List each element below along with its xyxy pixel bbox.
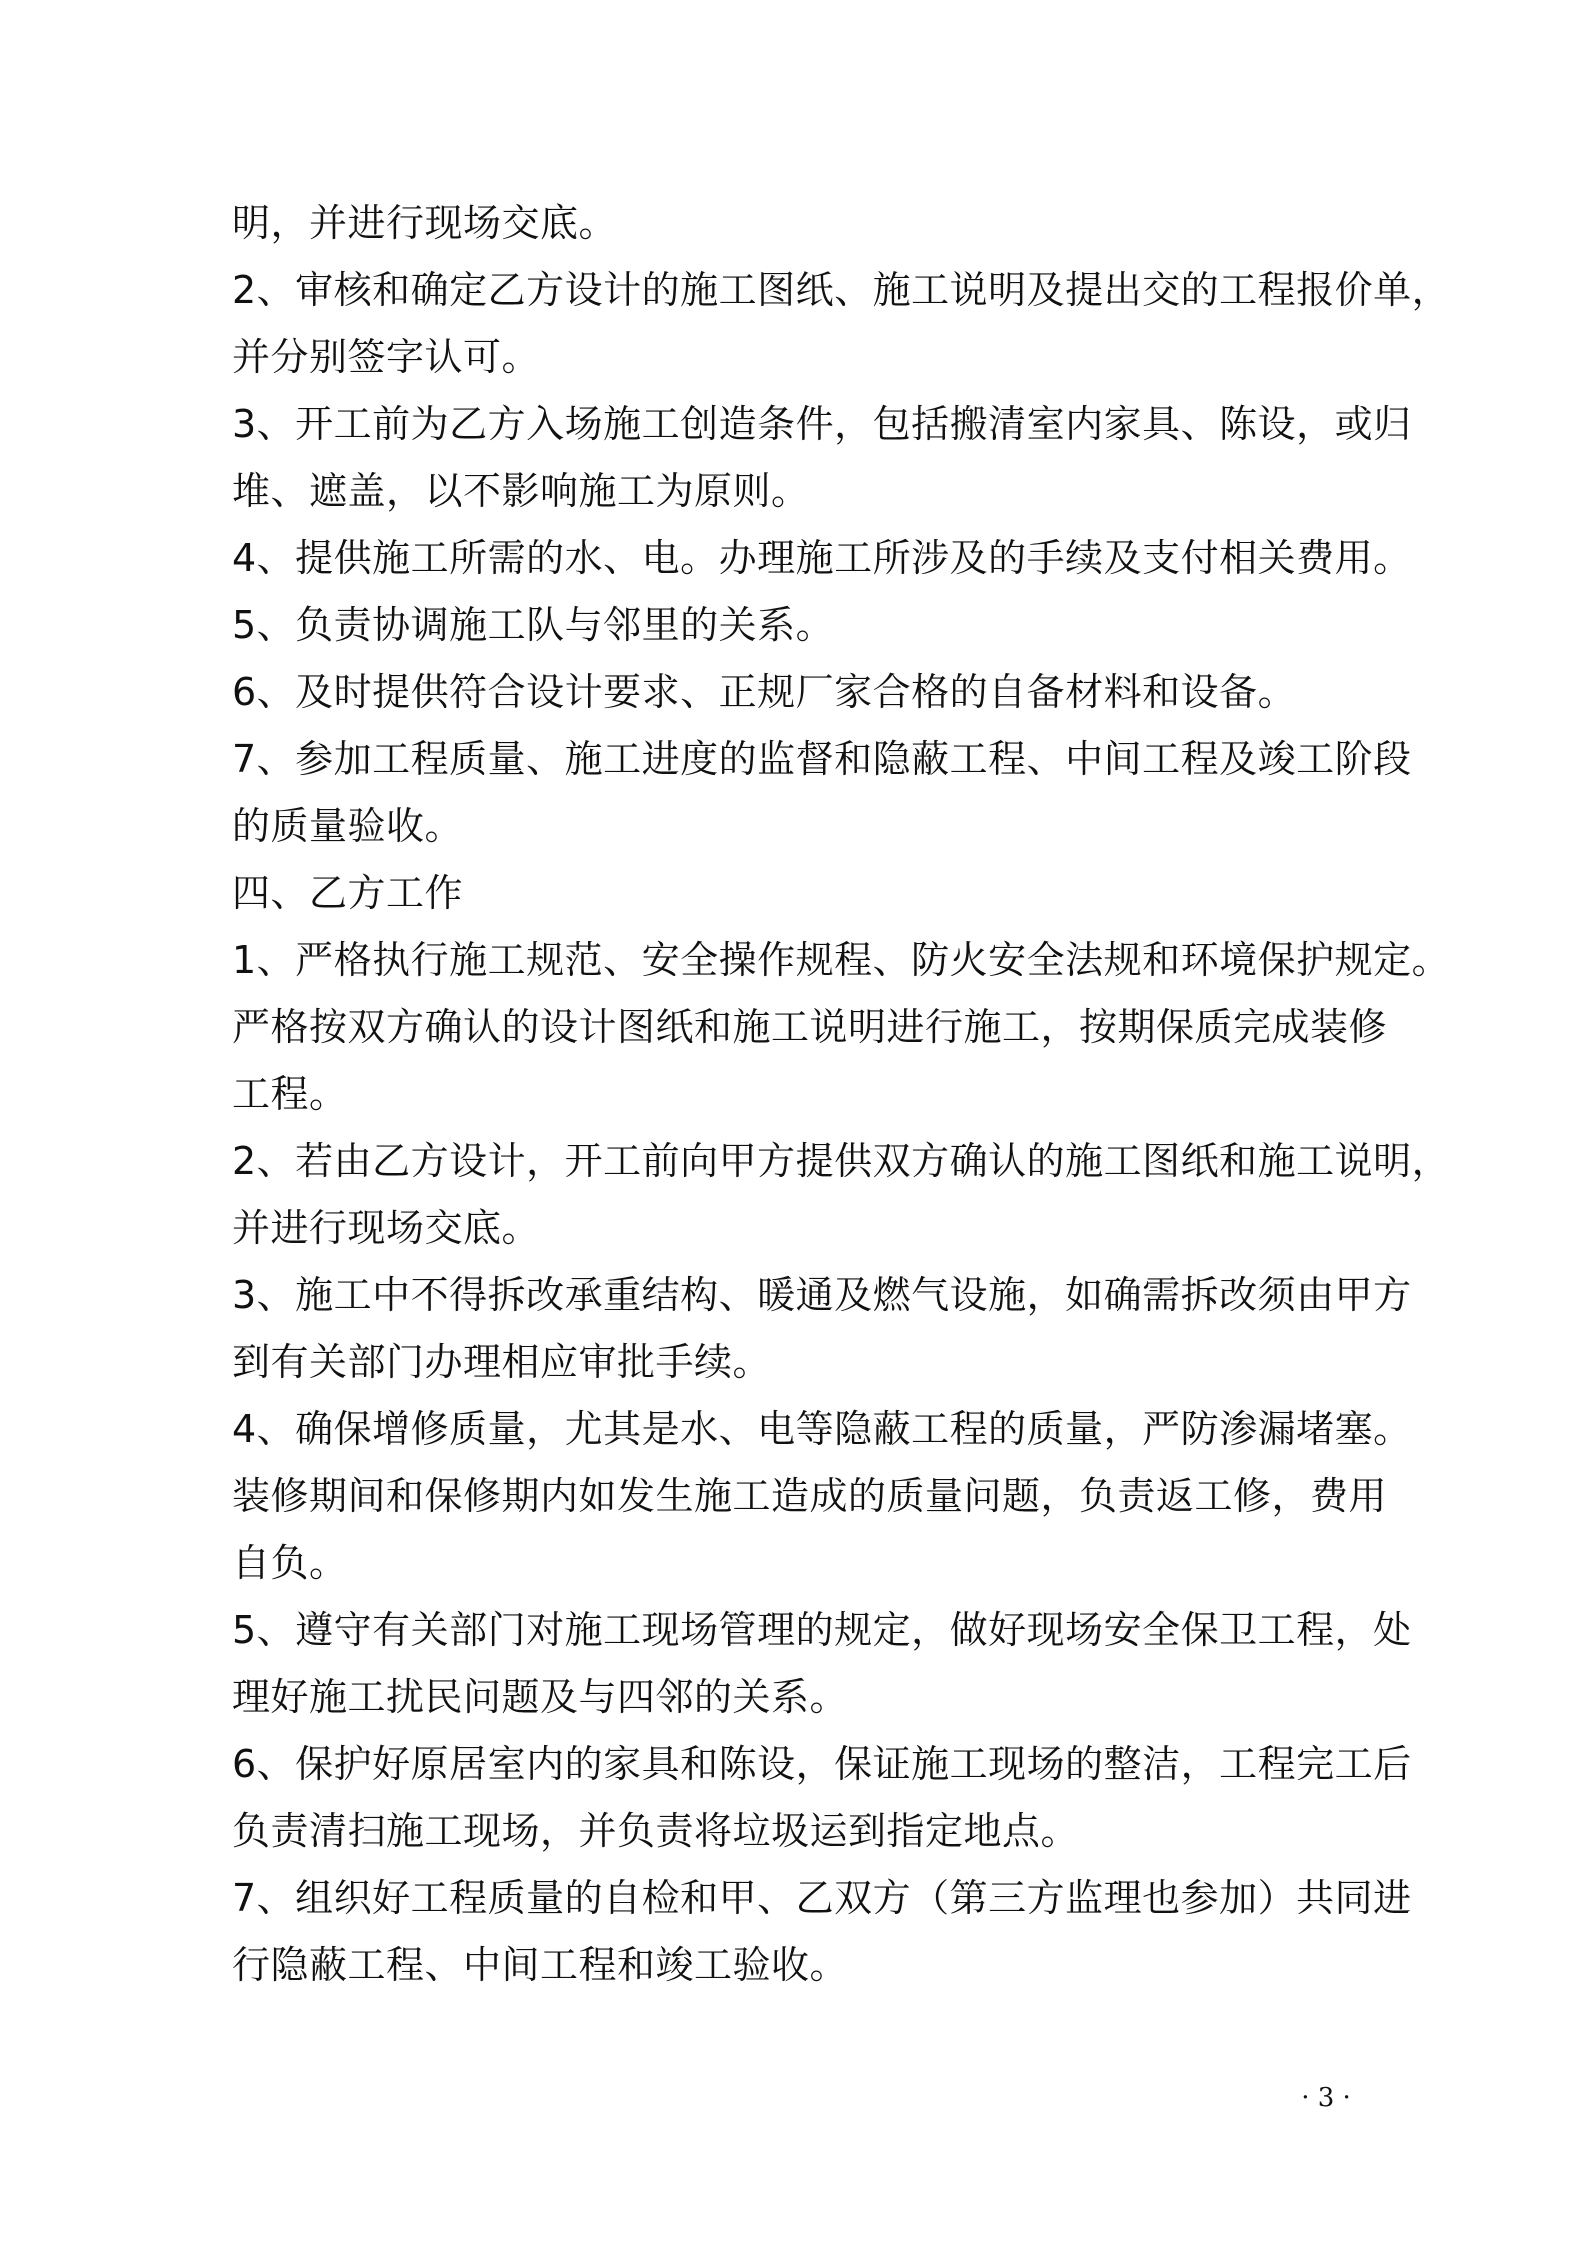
text-line: 堆、遮盖，以不影响施工为原则。 [232, 469, 810, 513]
text-line: 7、组织好工程质量的自检和甲、乙双方（第三方监理也参加）共同进 [232, 1876, 1412, 1920]
text-line: 3、开工前为乙方入场施工创造条件，包括搬清室内家具、陈设，或归 [232, 402, 1412, 446]
text-line: 装修期间和保修期内如发生施工造成的质量问题，负责返工修，费用 [232, 1474, 1388, 1518]
text-line: 负责清扫施工现场，并负责将垃圾运到指定地点。 [232, 1809, 1080, 1853]
text-line: 并分别签字认可。 [232, 335, 541, 379]
text-line: 6、及时提供符合设计要求、正规厂家合格的自备材料和设备。 [232, 670, 1297, 714]
text-line: 2、若由乙方设计，开工前向甲方提供双方确认的施工图纸和施工说明， [232, 1139, 1451, 1183]
document-body [232, 190, 1451, 1999]
text-line: 理好施工扰民问题及与四邻的关系。 [232, 1675, 849, 1719]
text-line: 5、负责协调施工队与邻里的关系。 [232, 603, 835, 647]
text-line: 2、审核和确定乙方设计的施工图纸、施工说明及提出交的工程报价单， [232, 268, 1451, 312]
text-line: 3、施工中不得拆改承重结构、暖通及燃气设施，如确需拆改须由甲方 [232, 1273, 1412, 1317]
text-line: 1、严格执行施工规范、安全操作规程、防火安全法规和环境保护规定。 [232, 938, 1451, 982]
text-line: 明，并进行现场交底。 [232, 201, 618, 245]
text-line: 6、保护好原居室内的家具和陈设，保证施工现场的整洁，工程完工后 [232, 1742, 1412, 1786]
text-line: 4、提供施工所需的水、电。办理施工所涉及的手续及支付相关费用。 [232, 536, 1412, 580]
text-line: 自负。 [232, 1541, 348, 1585]
text-line: 严格按双方确认的设计图纸和施工说明进行施工，按期保质完成装修 [232, 1005, 1388, 1049]
text-line: 4、确保增修质量，尤其是水、电等隐蔽工程的质量，严防渗漏堵塞。 [232, 1407, 1412, 1451]
text-line: 行隐蔽工程、中间工程和竣工验收。 [232, 1943, 849, 1987]
text-line: 并进行现场交底。 [232, 1206, 541, 1250]
text-line: 的质量验收。 [232, 804, 464, 848]
text-line: 工程。 [232, 1072, 348, 1116]
text-line: 到有关部门办理相应审批手续。 [232, 1340, 772, 1384]
section-heading: 四、乙方工作 [232, 871, 464, 915]
text-line: 5、遵守有关部门对施工现场管理的规定，做好现场安全保卫工程，处 [232, 1608, 1412, 1652]
page-number: · 3 · [1301, 2083, 1351, 2113]
text-line: 7、参加工程质量、施工进度的监督和隐蔽工程、中间工程及竣工阶段 [232, 737, 1412, 781]
